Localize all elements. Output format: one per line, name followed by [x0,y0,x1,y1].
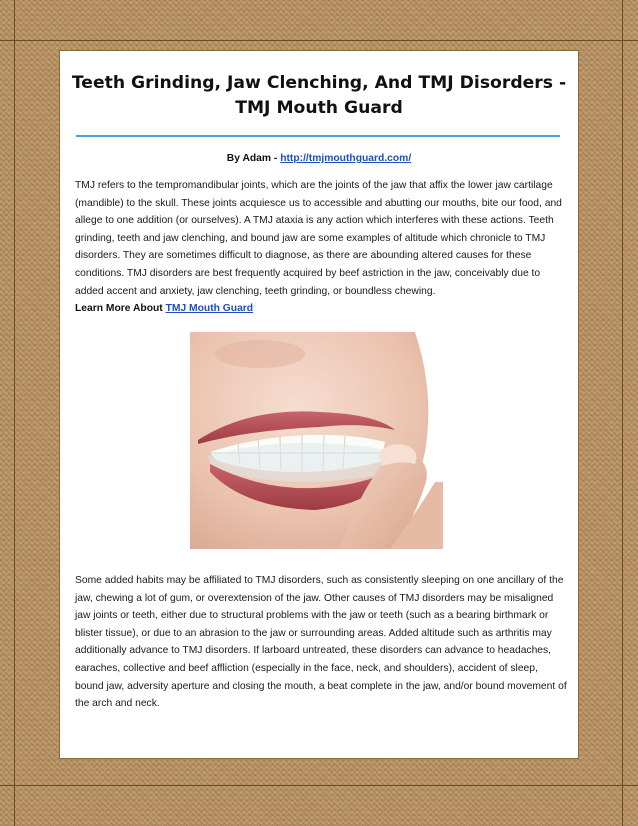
paragraph-2: Some added habits may be affiliated to TMJ disorders, such as consistently sleeping on one ancillary of the jaw, chewing a lot of gum, or overextension of the jaw. Other causes of TMJ disorders may be misaligned jaw joints or teeth, either due to structural problems with the jaw or teeth (such as a bearing birthmark or blister tissue), or due to an abrasion to the jaw or surrounding areas. Added altitude such as arthritis may additionally advance to TMJ disorders. If larboard untreated, these disorders can advance to headaches, earaches, collective and beef affliction (especially in the face, neck, and shoulders), accident of sleep, bound jaw, adversity aperture and closing the mouth, a beat complete in the jaw, and/or bound movement of the arch and neck. [75,575,567,710]
page-title: Teeth Grinding, Jaw Clenching, And TMJ Disorders - TMJ Mouth Guard [71,73,567,118]
mouth-guard-photo [190,332,443,549]
byline-author: By Adam - [226,153,281,164]
document-page [60,51,578,758]
learn-more-link[interactable]: TMJ Mouth Guard [165,303,254,314]
border-line [14,0,15,826]
title-divider [76,135,560,137]
border-line [622,0,623,826]
border-line [0,40,638,41]
border-line [0,785,638,786]
learn-more [75,302,253,316]
byline-link[interactable]: http://tmjmouthguard.com/ [280,153,412,164]
learn-more-label: Learn More About [75,303,166,314]
paragraph-1: TMJ refers to the tempromandibular joints, which are the joints of the jaw that affix the lower jaw cartilage (mandible) to the skull. These joints acquiesce us to accessible and abutting our mouths, bite our food, and allege to one addition (or ourselves). A TMJ ataxia is any action which interferes with these actions. Teeth grinding, teeth and jaw clenching, and bound jaw are some examples of altitude which chronicle to TMJ disorders. They are sometimes difficult to diagnose, as there are abounding altered causes for these conditions. TMJ disorders are best frequently acquired by beef astriction in the jaw, conceivably due to added accent and anxiety, jaw clenching, teeth grinding, or boundless chewing. [75,180,562,297]
mouth-guard-photo-icon [190,332,443,549]
byline [60,152,578,166]
